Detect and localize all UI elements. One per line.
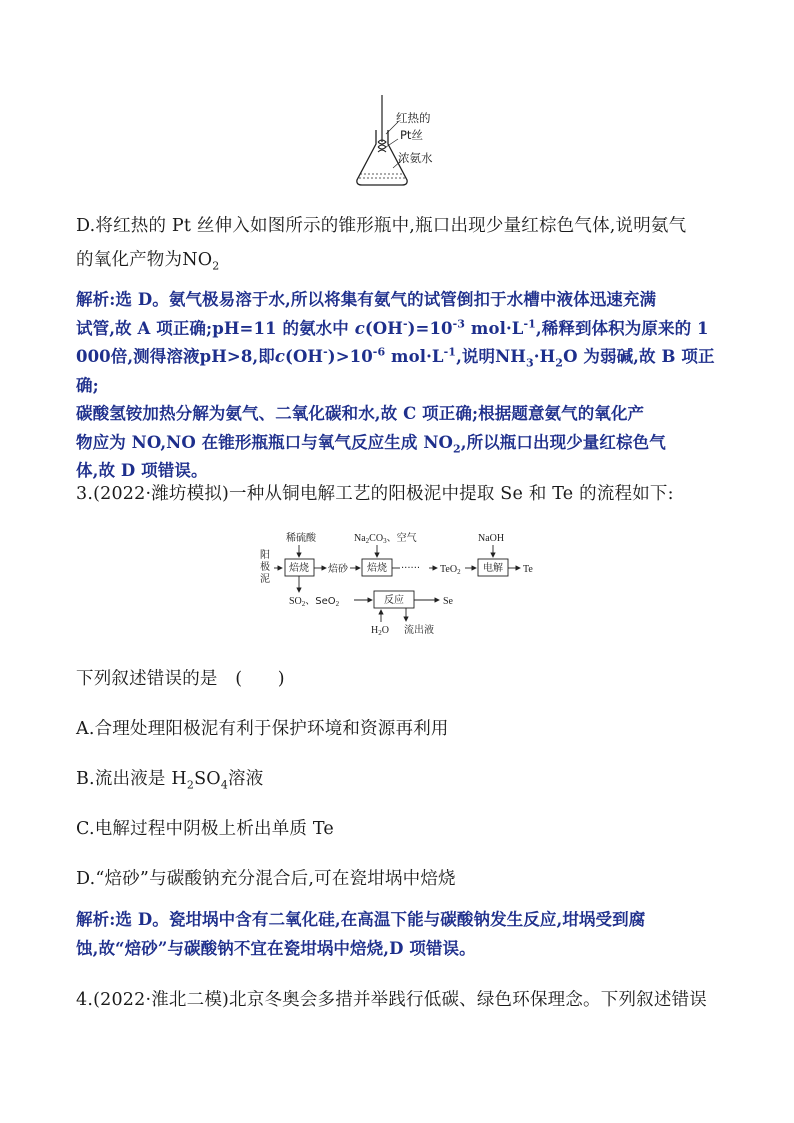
flow-reagent-water: $H_2O$: [371, 625, 389, 637]
flow-gases: $SO_2$、SeO$_2$: [289, 596, 340, 608]
flow-product-te: Te: [523, 564, 533, 575]
flow-product-se: Se: [443, 596, 453, 607]
q2-analysis-line: 解析:选 D。氨气极易溶于水,所以将集有氨气的试管倒扣于水槽中液体迅速充满: [76, 290, 657, 309]
q3-analysis: [76, 906, 726, 963]
q2-analysis-line: 物应为 NO,NO 在锥形瓶瓶口与氧气反应生成 $NO_2$,所以瓶口出现少量红棕色气: [76, 432, 666, 455]
q2-option-d-line1: D.将红热的 Pt 丝伸入如图所示的锥形瓶中,瓶口出现少量红棕色气体,说明氨气: [76, 216, 687, 236]
flow-box-roast-1-label: 焙烧: [289, 563, 309, 574]
flow-box-reaction-label: 反应: [384, 595, 404, 606]
q3-analysis-line: 蚀,故“焙砂”与碳酸钠不宜在瓷坩埚中焙烧,D 项错误。: [76, 938, 476, 958]
q3-option-d: D.“焙砂”与碳酸钠充分混合后,可在瓷坩埚中焙烧: [76, 869, 456, 889]
flow-reagent-naoh: NaOH: [478, 533, 505, 544]
flow-start-label: 泥: [260, 574, 270, 585]
flow-outflow: 流出液: [404, 625, 434, 636]
flow-start-label: 极: [260, 562, 270, 573]
flow-box-electrolysis-label: 电解: [483, 563, 503, 574]
q2-analysis-line: 试管,故 A 项正确;pH=11 的氨水中 $c(OH^-)=10^{-3}$ $mol\cdot L^{-1}$,稀释到体积为原来的 1: [76, 317, 709, 338]
flask-label-pt-wire: Pt丝: [400, 128, 423, 142]
flow-box-roast-2-label: 焙烧: [367, 563, 387, 574]
q2-option-d: [76, 209, 726, 277]
flow-start-label: 阳: [260, 550, 270, 561]
flow-reagent-na2co3: $Na_2CO_3$、空气: [354, 533, 417, 545]
q3-analysis-line: 解析:选 D。瓷坩埚中含有二氧化硅,在高温下能与碳酸钠发生反应,坩埚受到腐: [76, 910, 646, 929]
q3-option-c: C.电解过程中阴极上析出单质 Te: [76, 819, 334, 839]
q2-analysis-line: 碳酸氢铵加热分解为氨气、二氧化碳和水,故 C 项正确;根据题意氨气的氧化产: [76, 404, 645, 423]
q2-analysis-line: 000倍,测得溶液pH>8,即$c(OH^-)>10^{-6}$ $mol\cdot L^{-1}$,说明$NH_3\cdot H_2O$ 为弱碱,故 B 项正确;: [76, 345, 715, 395]
q3-option-b: B.流出液是 $H_2SO_4$溶液: [76, 769, 264, 792]
q3-question: 下列叙述错误的是 ( ): [76, 669, 285, 689]
conical-flask-figure: [350, 92, 490, 192]
q2-analysis-line: 体,故 D 项错误。: [76, 461, 208, 480]
flow-dots: ······: [401, 563, 421, 574]
flow-teo2: TeO$_2$: [440, 564, 461, 576]
q2-analysis: [76, 286, 726, 486]
flow-reagent-sulfuric-acid: 稀硫酸: [286, 533, 316, 544]
flow-roasted-sand: 焙砂: [328, 564, 348, 575]
flask-label-ammonia: 浓氨水: [398, 151, 433, 165]
q2-option-d-line2: 的氧化产物为$NO_2$: [76, 250, 220, 273]
q4-stem: 4.(2022·淮北二模)北京冬奥会多措并举践行低碳、绿色环保理念。下列叙述错误: [76, 990, 707, 1010]
se-te-flowchart: [256, 528, 556, 643]
flask-label-red-hot: 红热的: [396, 111, 431, 125]
q3-option-a: A.合理处理阳极泥有利于保护环境和资源再利用: [76, 719, 449, 739]
q3-stem: 3.(2022·潍坊模拟)一种从铜电解工艺的阳极泥中提取 Se 和 Te 的流程如下:: [76, 484, 674, 504]
